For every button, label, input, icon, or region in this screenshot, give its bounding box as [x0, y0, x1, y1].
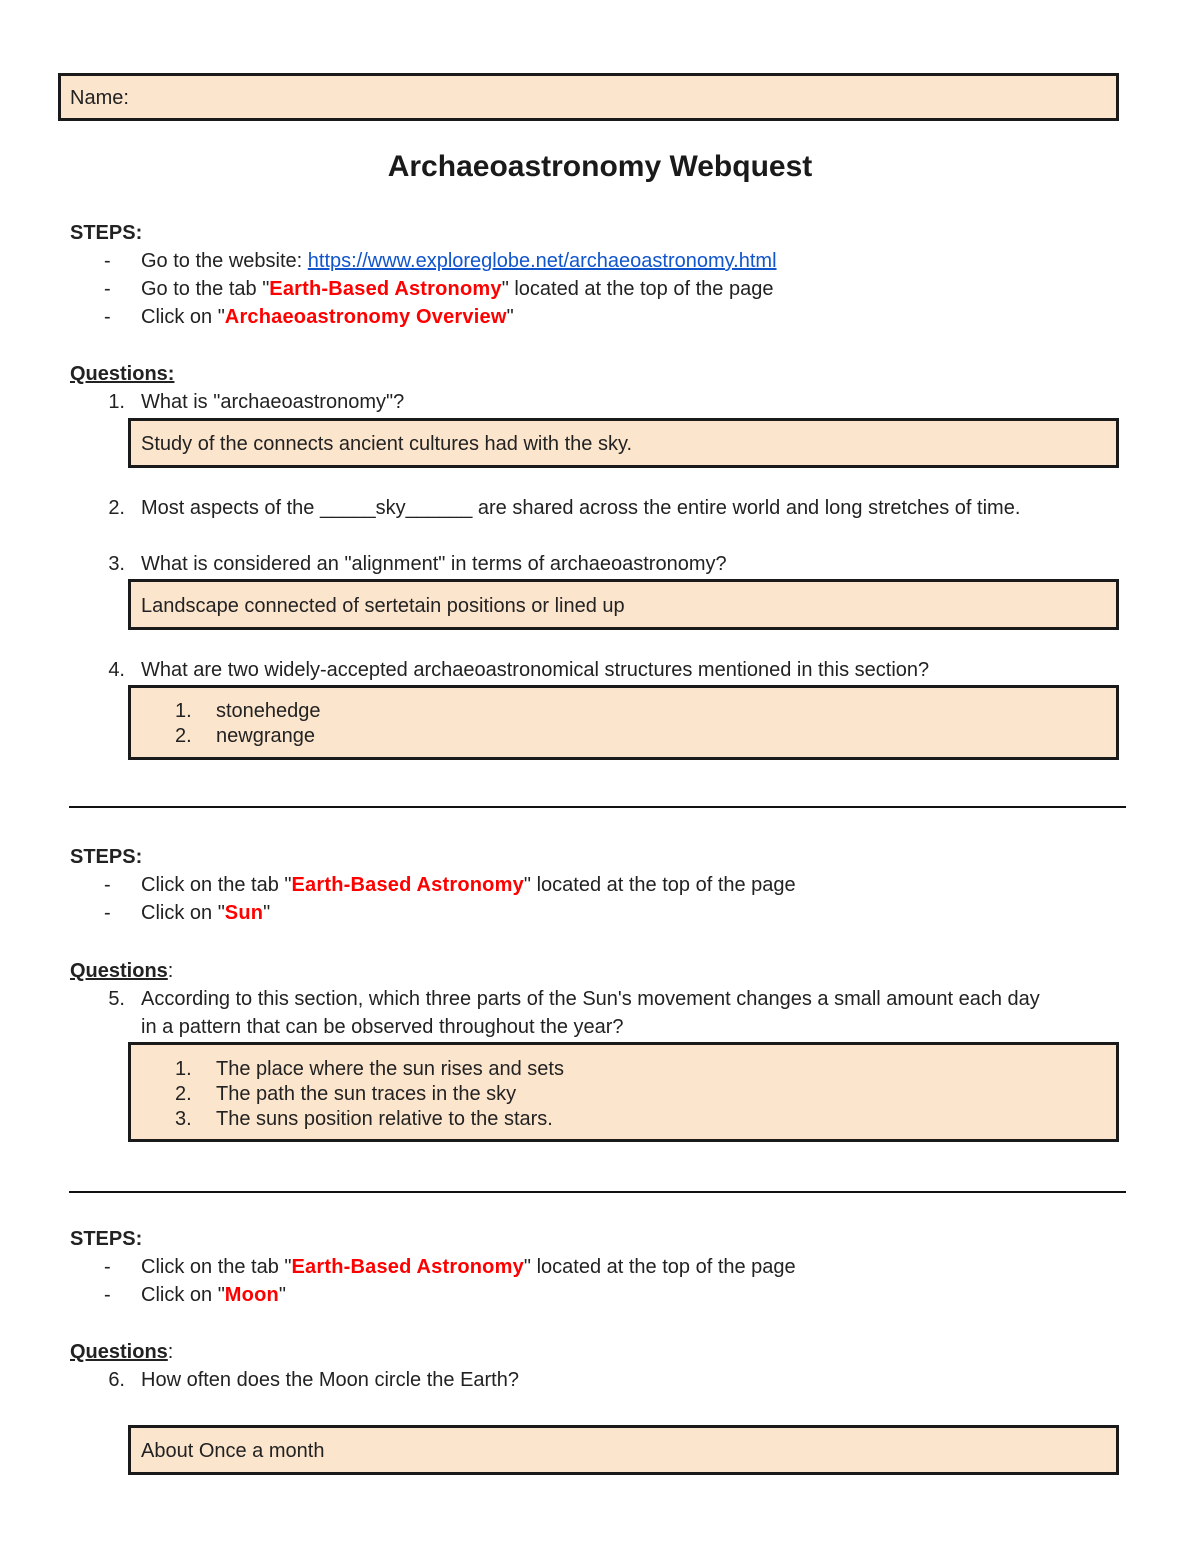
questions-heading-1: Questions:: [70, 363, 175, 385]
section-divider: [69, 1191, 1126, 1193]
list-item: 1. The place where the sun rises and sets: [175, 1058, 564, 1080]
bullet-dash: -: [104, 250, 111, 272]
list-item: 2. The path the sun traces in the sky: [175, 1083, 517, 1105]
step-text: Go to the website:: [141, 250, 308, 272]
steps-heading-2: STEPS:: [70, 846, 143, 868]
list-item: 2. newgrange: [175, 725, 315, 747]
bullet-dash: -: [104, 306, 111, 328]
answer-text-3: Landscape connected of sertetain positions or lined up: [141, 595, 625, 617]
answer-box-5[interactable]: [128, 1042, 1119, 1142]
question-5-cont: in a pattern that can be observed throughout the year?: [141, 1016, 624, 1038]
answer-box-4[interactable]: [128, 685, 1119, 760]
highlight-tab-name: Earth-Based Astronomy: [291, 1256, 524, 1278]
highlight-tab-name: Earth-Based Astronomy: [269, 278, 502, 300]
questions-heading-3: Questions:: [70, 1341, 174, 1363]
answer-box-3[interactable]: [128, 579, 1119, 630]
steps-heading-3: STEPS:: [70, 1228, 143, 1250]
highlight-page-name: Moon: [224, 1284, 279, 1306]
page-title: Archaeoastronomy Webquest: [387, 150, 813, 183]
highlight-page-name: Archaeoastronomy Overview: [224, 306, 507, 328]
highlight-tab-name: Earth-Based Astronomy: [291, 874, 524, 896]
list-item: 3. The suns position relative to the stars.: [175, 1108, 553, 1130]
name-label: Name:: [70, 87, 129, 109]
answer-text-6: About Once a month: [141, 1440, 325, 1462]
questions-heading-2: Questions:: [70, 960, 174, 982]
section-divider: [69, 806, 1126, 808]
answer-text-1: Study of the connects ancient cultures had with the sky.: [141, 433, 633, 455]
website-link[interactable]: https://www.exploreglobe.net/archaeoastronomy.html: [307, 250, 777, 272]
name-field[interactable]: [58, 73, 1119, 121]
steps-heading-1: STEPS:: [70, 222, 143, 244]
highlight-page-name: Sun: [224, 902, 264, 924]
list-item: 1. stonehedge: [175, 700, 321, 722]
answer-box-6[interactable]: [128, 1425, 1119, 1475]
answer-box-1[interactable]: [128, 418, 1119, 468]
bullet-dash: -: [104, 278, 111, 300]
